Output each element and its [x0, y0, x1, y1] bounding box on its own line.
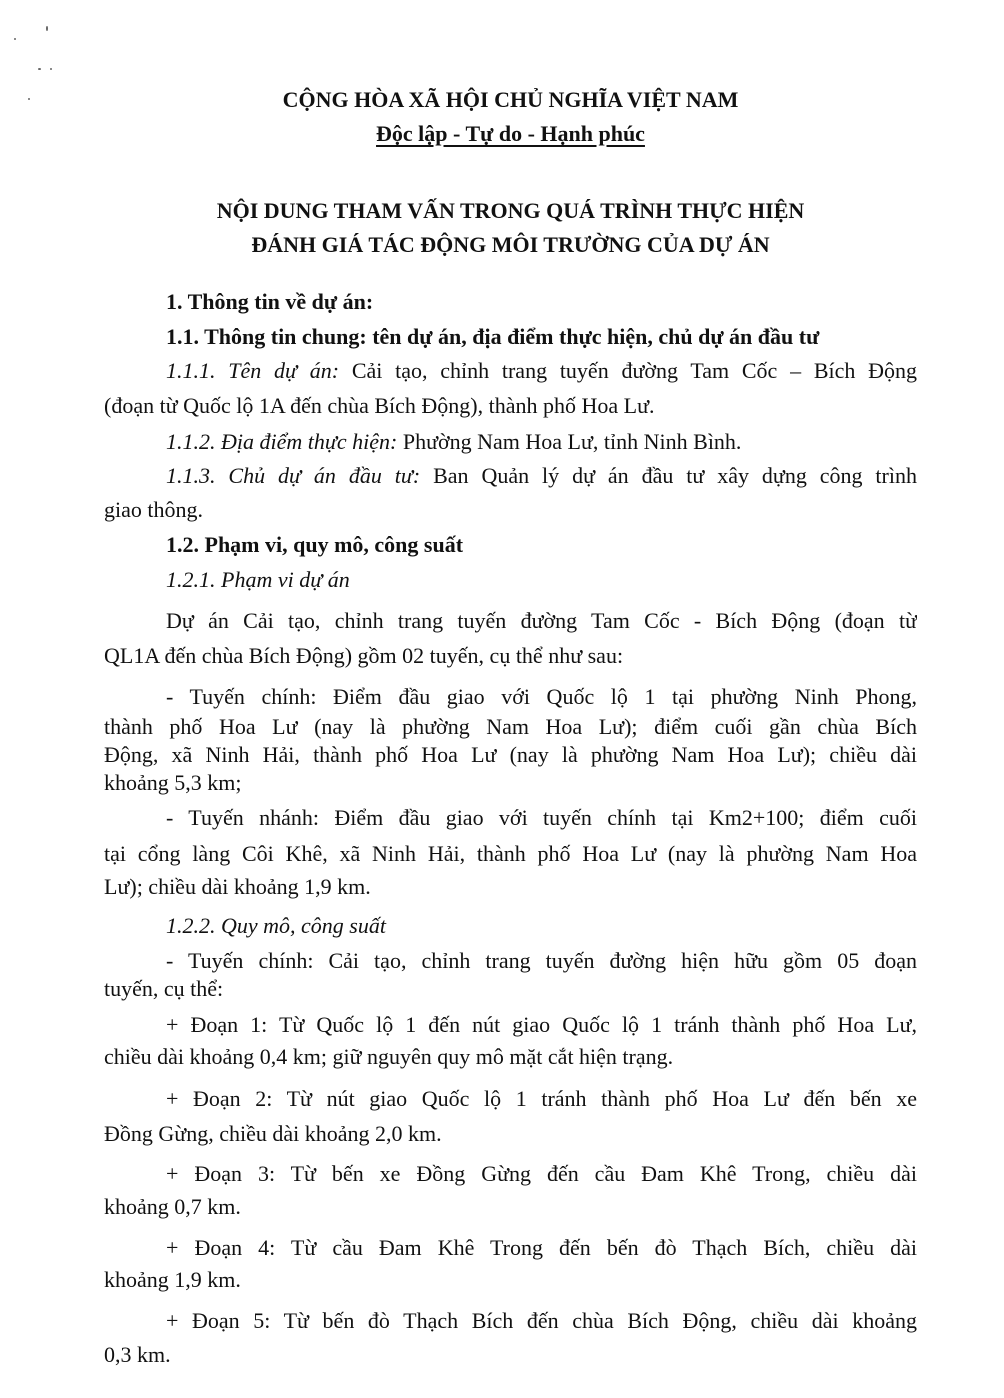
scan-speck [28, 98, 30, 100]
scan-speck [46, 26, 48, 31]
owner-text: Ban Quản lý dự án đầu tư xây dựng công trình [420, 463, 917, 488]
segment-1-line-2: chiều dài khoảng 0,4 km; giữ nguyên quy mô mặt cắt hiện trạng. [104, 1044, 674, 1069]
main-route-line-1: - Tuyến chính: Điểm đầu giao với Quốc lộ 1 tại phường Ninh Phong, [166, 684, 917, 709]
scope-line-1: Dự án Cải tạo, chỉnh trang tuyến đường Tam Cốc - Bích Động (đoạn từ [166, 608, 917, 633]
section-1-2-heading: 1.2. Phạm vi, quy mô, công suất [166, 532, 464, 557]
segment-2-line-2: Đồng Gừng, chiều dài khoảng 2,0 km. [104, 1121, 442, 1146]
project-name-text: Cải tạo, chỉnh trang tuyến đường Tam Cốc – Bích Động [339, 358, 917, 383]
section-1-1-heading: 1.1. Thông tin chung: tên dự án, địa điểm thực hiện, chủ dự án đầu tư [166, 324, 820, 349]
national-motto [104, 120, 917, 148]
branch-route-line-2: tại cổng làng Côi Khê, xã Ninh Hải, thành phố Hoa Lư (nay là phường Nam Hoa [104, 841, 917, 866]
segment-3-line-1: + Đoạn 3: Từ bến xe Đồng Gừng đến cầu Đam Khê Trong, chiều dài [166, 1161, 917, 1186]
project-location [166, 428, 917, 456]
owner-label: 1.1.3. Chủ dự án đầu tư: [166, 463, 421, 488]
section-1-heading: 1. Thông tin về dự án: [166, 289, 374, 314]
scope-label: 1.2.1. Phạm vi dự án [166, 567, 350, 592]
document-title-line-1: NỘI DUNG THAM VẤN TRONG QUÁ TRÌNH THỰC HIỆN [216, 198, 805, 223]
main-route-line-3: Động, xã Ninh Hải, thành phố Hoa Lư (nay là phường Nam Hoa Lư); chiều dài [104, 742, 917, 767]
national-header: CỘNG HÒA XÃ HỘI CHỦ NGHĨA VIỆT NAM [282, 87, 739, 112]
segment-3-line-2: khoảng 0,7 km. [104, 1194, 241, 1219]
scale-line-1: - Tuyến chính: Cải tạo, chỉnh trang tuyến đường hiện hữu gồm 05 đoạn [166, 948, 917, 973]
branch-route-line-1: - Tuyến nhánh: Điểm đầu giao với tuyến chính tại Km2+100; điểm cuối [166, 805, 917, 830]
scale-line-2: tuyến, cụ thể: [104, 976, 224, 1001]
project-name-label: 1.1.1. Tên dự án: [166, 358, 340, 383]
segment-5-line-2: 0,3 km. [104, 1342, 171, 1367]
scale-label: 1.2.2. Quy mô, công suất [166, 913, 386, 938]
scan-speck [14, 38, 16, 40]
project-name-line-2: (đoạn từ Quốc lộ 1A đến chùa Bích Động), thành phố Hoa Lư. [104, 393, 655, 418]
segment-5-line-1: + Đoạn 5: Từ bến đò Thạch Bích đến chùa Bích Động, chiều dài khoảng [166, 1308, 917, 1333]
project-owner-line-1 [166, 462, 917, 490]
location-text: Phường Nam Hoa Lư, tỉnh Ninh Bình. [397, 429, 742, 454]
scan-speck [50, 68, 52, 70]
main-route-line-2: thành phố Hoa Lư (nay là phường Nam Hoa Lư); điểm cuối gần chùa Bích [104, 714, 917, 739]
segment-4-line-2: khoảng 1,9 km. [104, 1267, 241, 1292]
location-label: 1.1.2. Địa điểm thực hiện: [166, 429, 398, 454]
motto-text: Độc lập - Tự do - Hạnh phúc [376, 121, 645, 146]
branch-route-line-3: Lư); chiều dài khoảng 1,9 km. [104, 874, 371, 899]
main-route-line-4: khoảng 5,3 km; [104, 770, 242, 795]
project-name-line-1 [166, 357, 917, 385]
scan-speck [38, 68, 41, 70]
segment-1-line-1: + Đoạn 1: Từ Quốc lộ 1 đến nút giao Quốc lộ 1 tránh thành phố Hoa Lư, [166, 1012, 917, 1037]
segment-2-line-1: + Đoạn 2: Từ nút giao Quốc lộ 1 tránh thành phố Hoa Lư đến bến xe [166, 1086, 917, 1111]
document-title-line-2: ĐÁNH GIÁ TÁC ĐỘNG MÔI TRƯỜNG CỦA DỰ ÁN [251, 232, 770, 257]
project-owner-line-2: giao thông. [104, 497, 203, 522]
segment-4-line-1: + Đoạn 4: Từ cầu Đam Khê Trong đến bến đò Thạch Bích, chiều dài [166, 1235, 917, 1260]
scope-line-2: QL1A đến chùa Bích Động) gồm 02 tuyến, cụ thể như sau: [104, 643, 624, 668]
